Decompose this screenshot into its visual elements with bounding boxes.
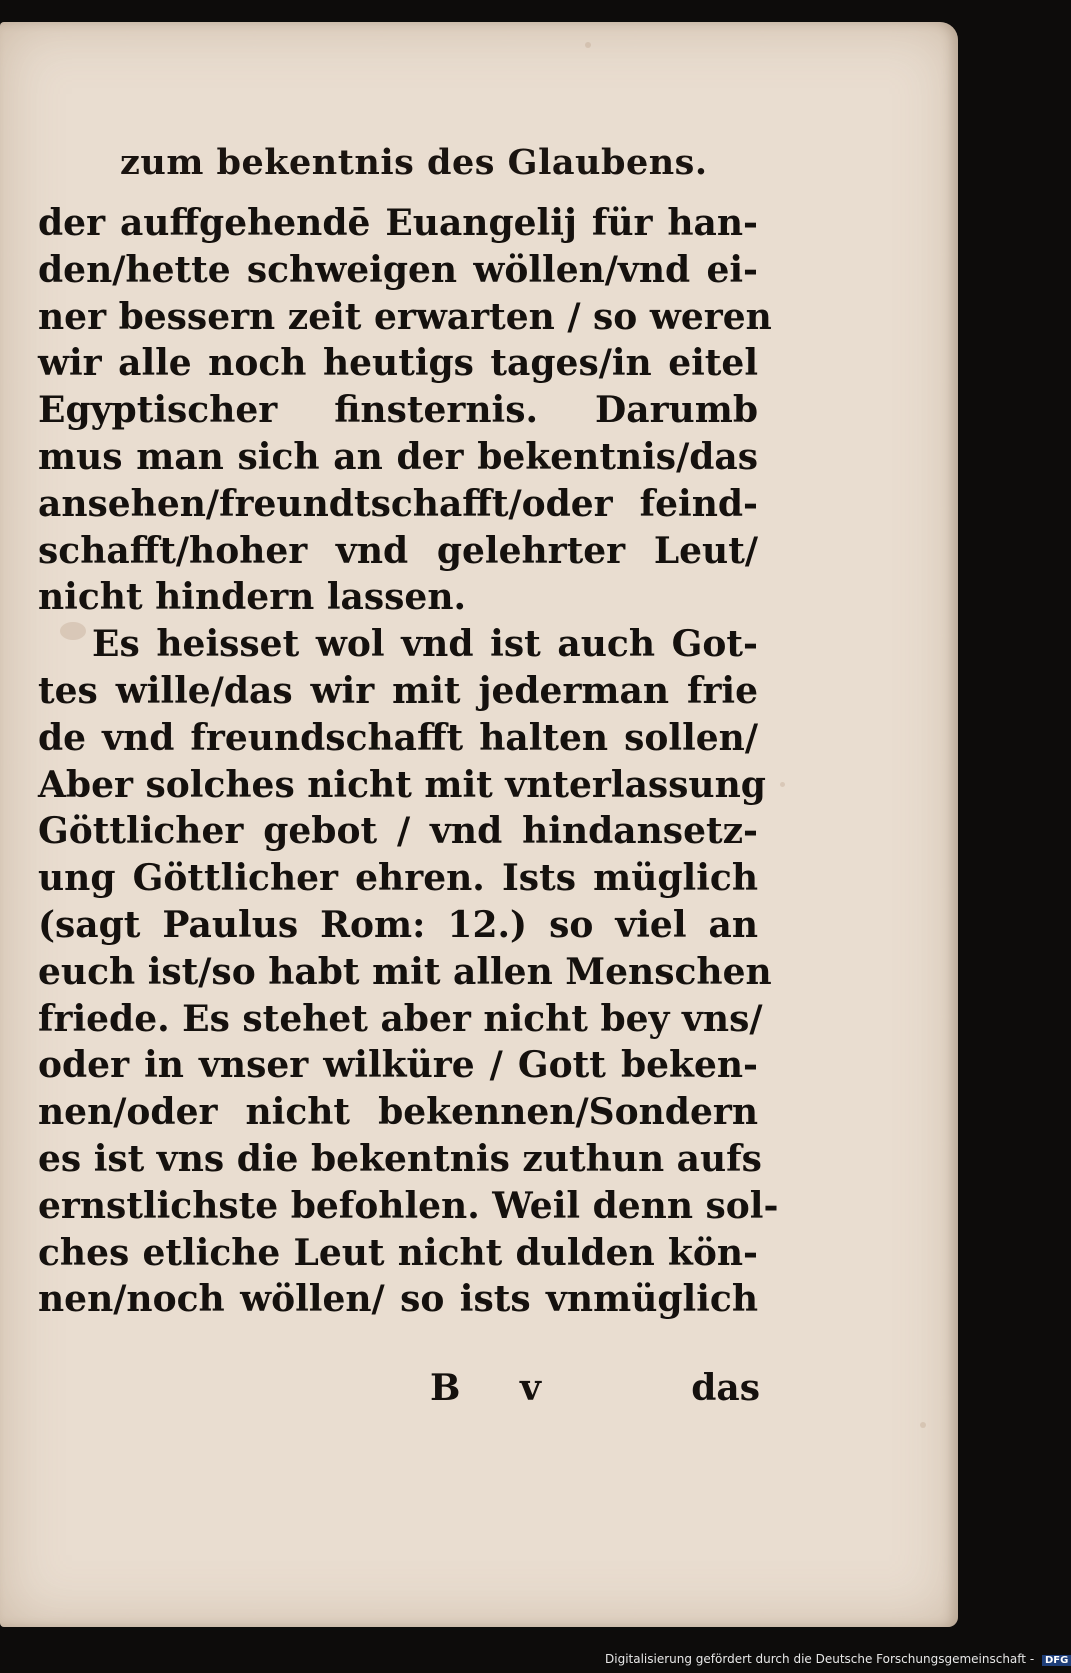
- text-line: den/hette schweigen wöllen/vnd ei-: [38, 248, 758, 291]
- body-text: [38, 200, 779, 1323]
- catchword: das: [691, 1367, 760, 1409]
- text-line: Egyptischer finsternis. Darumb: [38, 389, 758, 432]
- signature-line: [430, 1367, 760, 1417]
- text-line: es ist vns die bekentnis zuthun aufs: [38, 1137, 762, 1180]
- text-line: ner bessern zeit erwarten / so weren: [38, 295, 772, 338]
- text-line: mus man sich an der bekentnis/das: [38, 435, 758, 478]
- digitization-credit: [605, 1652, 1071, 1666]
- text-line: tes wille/das wir mit jederman frie: [38, 669, 758, 712]
- page-spot: [585, 42, 591, 48]
- text-line: wir alle noch heutigs tages/in eitel: [38, 342, 758, 385]
- text-line: ernstlichste befohlen. Weil denn sol-: [38, 1184, 779, 1227]
- text-line: Es heisset wol vnd ist auch Got-: [92, 623, 758, 666]
- text-line: schafft/hoher vnd gelehrter Leut/: [38, 529, 758, 572]
- book-page: [0, 22, 958, 1627]
- text-line: der auffgehendē Euangelij für han-: [38, 202, 758, 244]
- running-title: zum bekentnis des Glaubens.: [120, 142, 708, 183]
- text-line: de vnd freundschafft halten sollen/: [38, 716, 758, 759]
- page-spot: [780, 782, 785, 787]
- text-line: Aber solches nicht mit vnterlassung: [38, 763, 766, 806]
- text-line: ansehen/freundtschafft/oder feind-: [38, 482, 758, 525]
- page-spot: [920, 1422, 926, 1428]
- text-line: nen/noch wöllen/ so ists vnmüglich: [38, 1278, 758, 1321]
- text-line: ches etliche Leut nicht dulden kön-: [38, 1231, 758, 1274]
- text-line: friede. Es stehet aber nicht bey vns/: [38, 997, 763, 1040]
- text-line: ung Göttlicher ehren. Ists müglich: [38, 857, 758, 900]
- text-line: oder in vnser wilküre / Gott beken-: [38, 1044, 758, 1087]
- text-line: Göttlicher gebot / vnd hindansetz-: [38, 810, 758, 853]
- signature-number: v: [520, 1367, 541, 1409]
- dfg-logo: DFG: [1042, 1655, 1071, 1666]
- credit-text: Digitalisierung gefördert durch die Deutsche Forschungsgemeinschaft -: [605, 1652, 1035, 1666]
- text-line: nen/oder nicht bekennen/Sondern: [38, 1091, 758, 1134]
- signature-mark: B: [430, 1367, 461, 1409]
- text-line: nicht hindern lassen.: [38, 576, 467, 619]
- text-line: (sagt Paulus Rom: 12.) so viel an: [38, 903, 758, 946]
- text-line: euch ist/so habt mit allen Menschen: [38, 950, 772, 993]
